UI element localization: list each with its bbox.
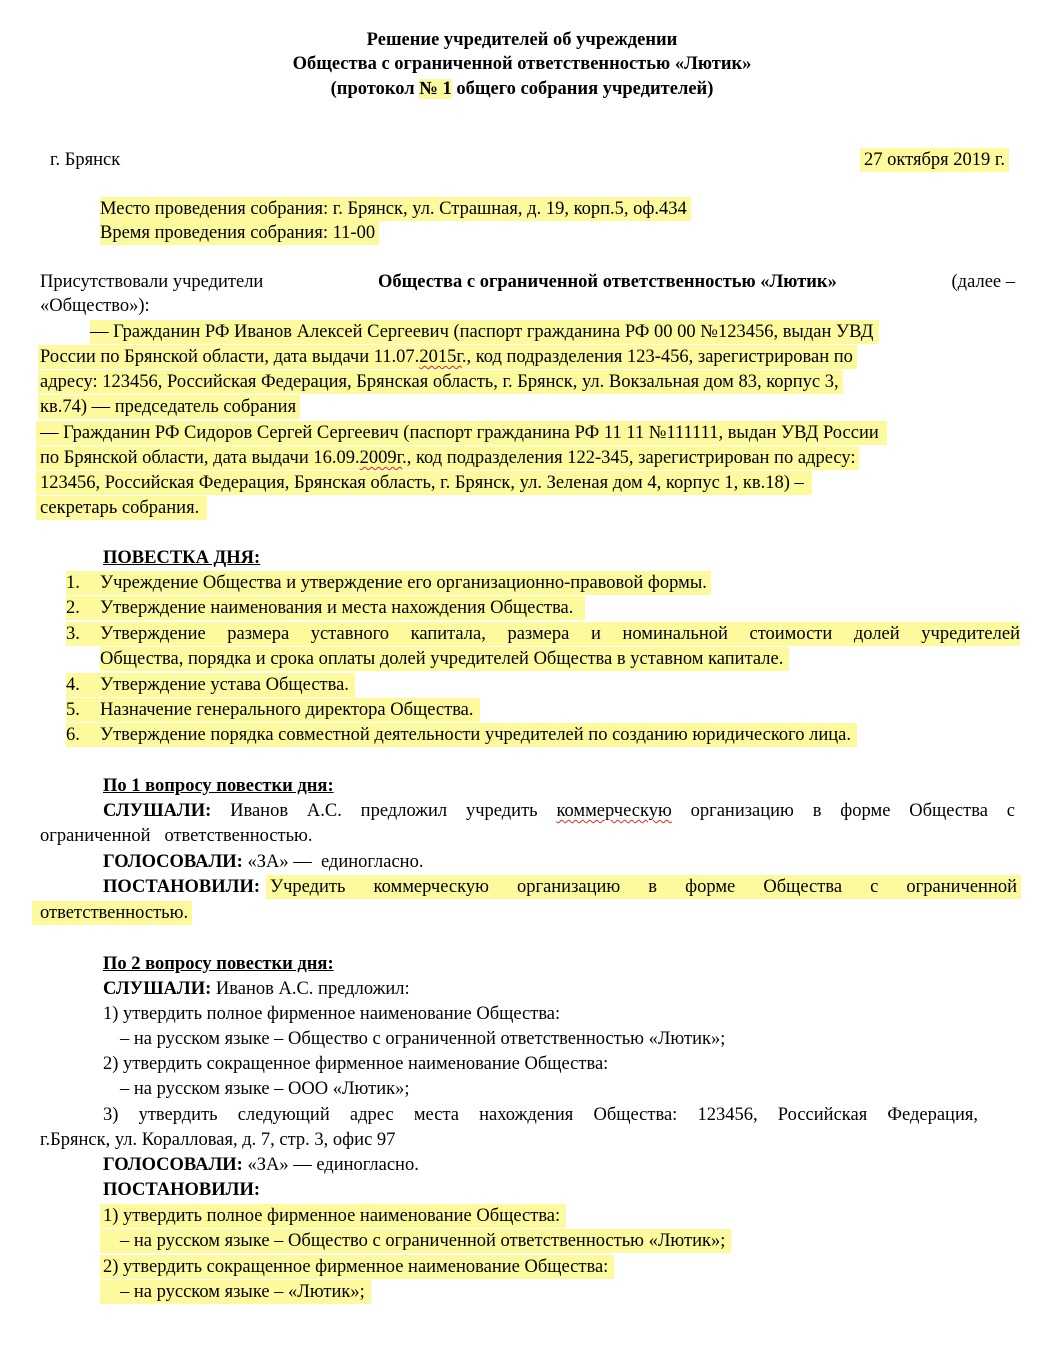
meeting-time: Время проведения собрания: 11-00 <box>100 221 379 245</box>
q1-heard: СЛУШАЛИ: Иванов А.С. предложил учредить коммерческую организацию в форме Общества с <box>103 801 1015 821</box>
founder1-line1: — Гражданин РФ Иванов Алексей Сергеевич (паспорт гражданина РФ 00 00 №123456, выдан УВД <box>90 320 879 344</box>
q2-proposal1-sub: – на русском языке – Общество с ограниченной ответственностью «Лютик»; <box>120 1029 726 1049</box>
founder2-line1: — Гражданин РФ Сидоров Сергей Сергеевич (паспорт гражданина РФ 11 11 №111111, выдан УВД России <box>36 421 887 445</box>
founder2-line3: 123456, Российская Федерация, Брянская область, г. Брянск, ул. Зеленая дом 4, корпус 1, кв.18) – <box>36 471 812 495</box>
founder1-line3: адресу: 123456, Российская Федерация, Брянская область, г. Брянск, ул. Вокзальная дом 83, корпус 3, <box>38 370 843 394</box>
q2-resolution1-sub: – на русском языке – Общество с ограниченной ответственностью «Лютик»; <box>100 1229 731 1253</box>
agenda-item: 2. Утверждение наименования и места нахождения Общества. <box>66 596 585 620</box>
q2-resolved-title: ПОСТАНОВИЛИ: <box>103 1180 260 1200</box>
q1-voted: ГОЛОСОВАЛИ: «ЗА» — единогласно. <box>103 852 424 872</box>
doc-title-line1: Решение учредителей об учреждении <box>366 30 678 50</box>
agenda-title: ПОВЕСТКА ДНЯ: <box>103 548 261 568</box>
q2-proposal2: 2) утвердить сокращенное фирменное наименование Общества: <box>103 1054 609 1074</box>
agenda-item: 3. Утверждение размера уставного капитала, размера и номинальной стоимости долей учредителей <box>66 624 1020 644</box>
present-line2: «Общество»): <box>40 296 150 316</box>
q1-resolved-line2: ответственностью. <box>32 901 192 925</box>
doc-title-line2: Общества с ограниченной ответственностью «Лютик» <box>292 54 752 74</box>
q1-resolved: ПОСТАНОВИЛИ: Учредить коммерческую организацию в форме Общества с ограниченной <box>103 875 1021 899</box>
agenda-item: 1. Учреждение Общества и утверждение его организационно-правовой формы. <box>66 571 711 595</box>
q1-heard-line2: ограниченной ответственностью. <box>40 826 313 846</box>
q2-resolution1: 1) утвердить полное фирменное наименование Общества: <box>100 1204 566 1228</box>
q2-proposal3: 3) утвердить следующий адрес места нахождения Общества: 123456, Российская Федерация, <box>103 1105 978 1125</box>
q1-title: По 1 вопросу повестки дня: <box>103 776 334 796</box>
founder2-line2: по Брянской области, дата выдачи 16.09.2009г., код подразделения 122-345, зарегистрирован по адресу: <box>36 446 859 470</box>
agenda-item: 6. Утверждение порядка совместной деятельности учредителей по созданию юридического лица. <box>66 723 857 747</box>
agenda-item: 5. Назначение генерального директора Общества. <box>66 698 480 722</box>
founder1-line2: России по Брянской области, дата выдачи 11.07.2015г., код подразделения 123-456, зарегистрирован по <box>38 345 857 369</box>
q2-proposal2-sub: – на русском языке – ООО «Лютик»; <box>120 1079 410 1099</box>
q2-proposal3-line2: г.Брянск, ул. Коралловая, д. 7, стр. 3, офис 97 <box>40 1130 396 1150</box>
q2-proposal1: 1) утвердить полное фирменное наименование Общества: <box>103 1004 561 1024</box>
q2-title: По 2 вопросу повестки дня: <box>103 954 334 974</box>
q2-resolution2: 2) утвердить сокращенное фирменное наименование Общества: <box>100 1255 614 1279</box>
agenda-item-continuation: Общества, порядка и срока оплаты долей учредителей Общества в уставном капитале. <box>100 647 789 671</box>
present-line1: Присутствовали учредители Общества с ограниченной ответственностью «Лютик» (далее – <box>40 272 1015 292</box>
doc-title-line3: (протокол № 1 общего собрания учредителей) <box>330 79 714 99</box>
city: г. Брянск <box>50 150 121 170</box>
agenda-item: 4. Утверждение устава Общества. <box>66 673 355 697</box>
q2-resolution2-sub: – на русском языке – «Лютик»; <box>100 1280 371 1304</box>
q2-heard: СЛУШАЛИ: Иванов А.С. предложил: <box>103 979 410 999</box>
date: 27 октября 2019 г. <box>860 148 1009 172</box>
founder1-line4: кв.74) — председатель собрания <box>38 395 300 419</box>
q2-voted: ГОЛОСОВАЛИ: «ЗА» — единогласно. <box>103 1155 419 1175</box>
founder2-line4: секретарь собрания. <box>36 496 207 520</box>
meeting-place: Место проведения собрания: г. Брянск, ул. Страшная, д. 19, корп.5, оф.434 <box>100 197 691 221</box>
